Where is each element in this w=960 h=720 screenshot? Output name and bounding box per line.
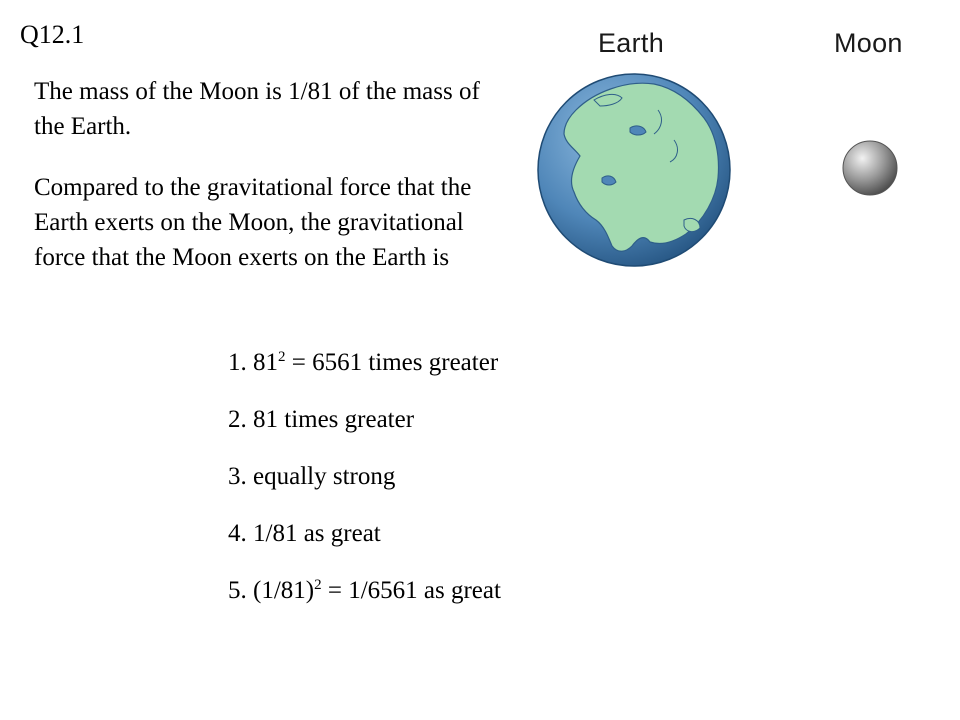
- earth-label: Earth: [598, 28, 665, 58]
- choice-text: 81 times greater: [253, 406, 415, 433]
- choice-number: 4.: [228, 520, 247, 547]
- choice-text: (1/81): [253, 577, 315, 604]
- question-number: Q12.1: [20, 20, 85, 49]
- choice-number: 3.: [228, 463, 247, 490]
- answer-choice-5[interactable]: [228, 576, 501, 633]
- moon-illustration: [840, 138, 900, 198]
- answer-choices: [228, 348, 501, 633]
- moon-sphere: [843, 141, 897, 195]
- choice-number: 5.: [228, 577, 247, 604]
- choice-number: 2.: [228, 406, 247, 433]
- question-premise: The mass of the Moon is 1/81 of the mass of the Earth.: [34, 78, 480, 140]
- answer-choice-1[interactable]: [228, 348, 501, 405]
- choice-text-rest: = 6561 times greater: [285, 349, 499, 376]
- choice-number: 1.: [228, 349, 247, 376]
- answer-choice-4[interactable]: [228, 519, 501, 576]
- choice-text: equally strong: [253, 463, 396, 490]
- choice-exponent: 2: [278, 349, 286, 365]
- moon-label: Moon: [834, 28, 903, 58]
- choice-text-rest: = 1/6561 as great: [321, 577, 501, 604]
- choice-exponent: 2: [314, 577, 322, 593]
- question-prompt: Compared to the gravitational force that the Earth exerts on the Moon, the gravitational force that the Moon exerts on the Earth is: [34, 174, 472, 271]
- answer-choice-2[interactable]: [228, 405, 501, 462]
- choice-text: 81: [253, 349, 278, 376]
- answer-choice-3[interactable]: [228, 462, 501, 519]
- choice-text: 1/81 as great: [253, 520, 381, 547]
- earth-illustration: [534, 70, 734, 270]
